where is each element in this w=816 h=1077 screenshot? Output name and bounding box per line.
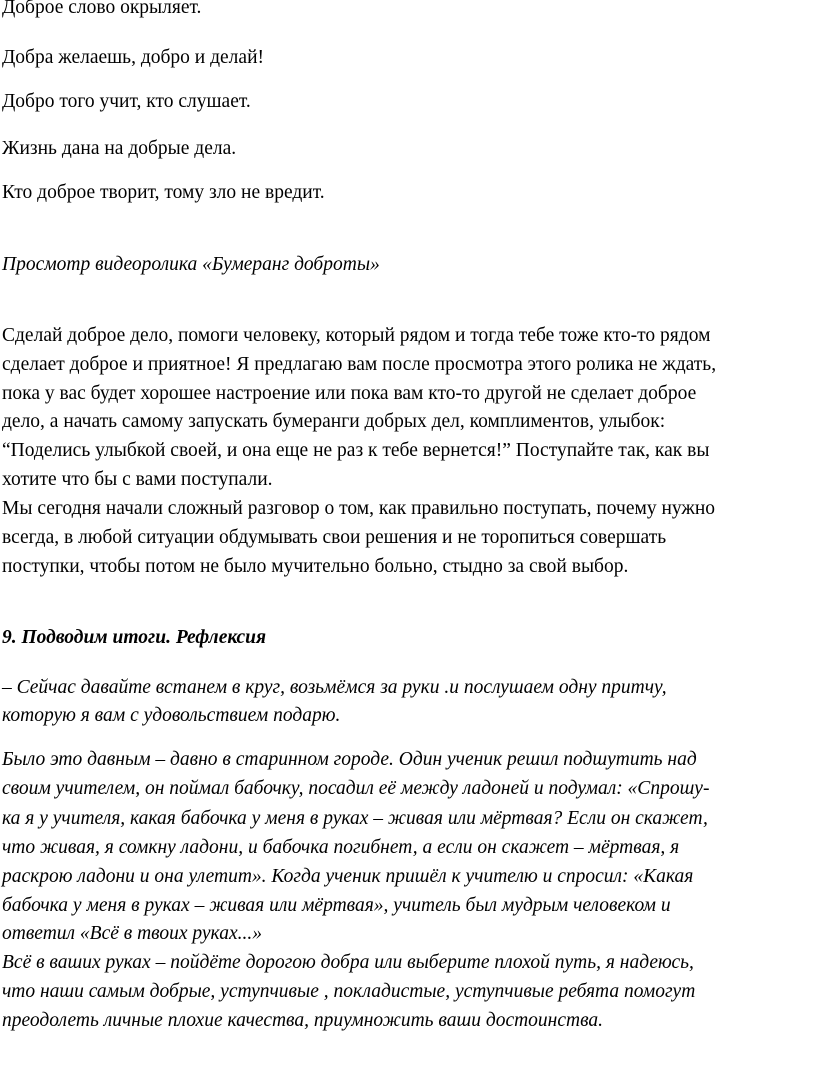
video-heading: Просмотр видеоролика «Бумеранг доброты» [2,254,380,275]
proverb-line: Жизнь дана на добрые дела. [2,138,237,159]
parable-line: ка я у учителя, какая бабочка у меня в руках – живая или мёртвая? Если он скажет, [2,808,708,829]
parable-line: что наши самым добрые, уступчивые , покладистые, уступчивые ребята помогут [2,981,696,1002]
paragraph-line: поступки, чтобы потом не было мучительно больно, стыдно за свой выбор. [2,556,629,577]
intro-line: которую я вам с удовольствием подарю. [2,705,341,726]
paragraph-line: Мы сегодня начали сложный разговор о том, как правильно поступать, почему нужно [2,498,716,519]
paragraph-line: всегда, в любой ситуации обдумывать свои решения и не торопиться совершать [2,527,667,548]
paragraph-line: Сделай доброе дело, помоги человеку, который рядом и тогда тебе тоже кто-то рядом [2,325,711,346]
parable-line: ответил «Всё в твоих руках...» [2,923,262,944]
proverb-line: Доброе слово окрыляет. [2,0,202,18]
paragraph-line: сделает доброе и приятное! Я предлагаю вам после просмотра этого ролика не ждать, [2,354,717,375]
paragraph-line: пока у вас будет хорошее настроение или пока вам кто-то другой не сделает доброе [2,383,697,404]
parable-line: раскрою ладони и она улетит». Когда ученик пришёл к учителю и спросил: «Какая [2,866,694,887]
parable-line: Было это давным – давно в старинном городе. Один ученик решил подшутить над [2,749,697,770]
proverb-line: Кто доброе творит, тому зло не вредит. [2,182,325,203]
parable-line: своим учителем, он поймал бабочку, посадил её между ладоней и подумал: «Спрошу- [2,778,710,799]
paragraph-line: “Поделись улыбкой своей, и она еще не раз к тебе вернется!” Поступайте так, как вы [2,440,710,461]
paragraph-line: дело, а начать самому запускать бумеранги добрых дел, комплиментов, улыбок: [2,411,666,432]
section-heading: 9. Подводим итоги. Рефлексия [2,627,267,648]
intro-line: – Сейчас давайте встанем в круг, возьмёмся за руки .и послушаем одну притчу, [2,677,667,698]
parable-line: Всё в ваших руках – пойдёте дорогою добра или выберите плохой путь, я надеюсь, [2,952,694,973]
parable-line: бабочка у меня в руках – живая или мёртвая», учитель был мудрым человеком и [2,895,671,916]
proverb-line: Добра желаешь, добро и делай! [2,47,264,68]
parable-line: преодолеть личные плохие качества, приумножить ваши достоинства. [2,1010,604,1031]
parable-line: что живая, я сомкну ладони, и бабочка погибнет, а если он скажет – мёртвая, я [2,837,680,858]
proverb-line: Добро того учит, кто слушает. [2,91,251,112]
paragraph-line: хотите что бы с вами поступали. [2,469,273,490]
